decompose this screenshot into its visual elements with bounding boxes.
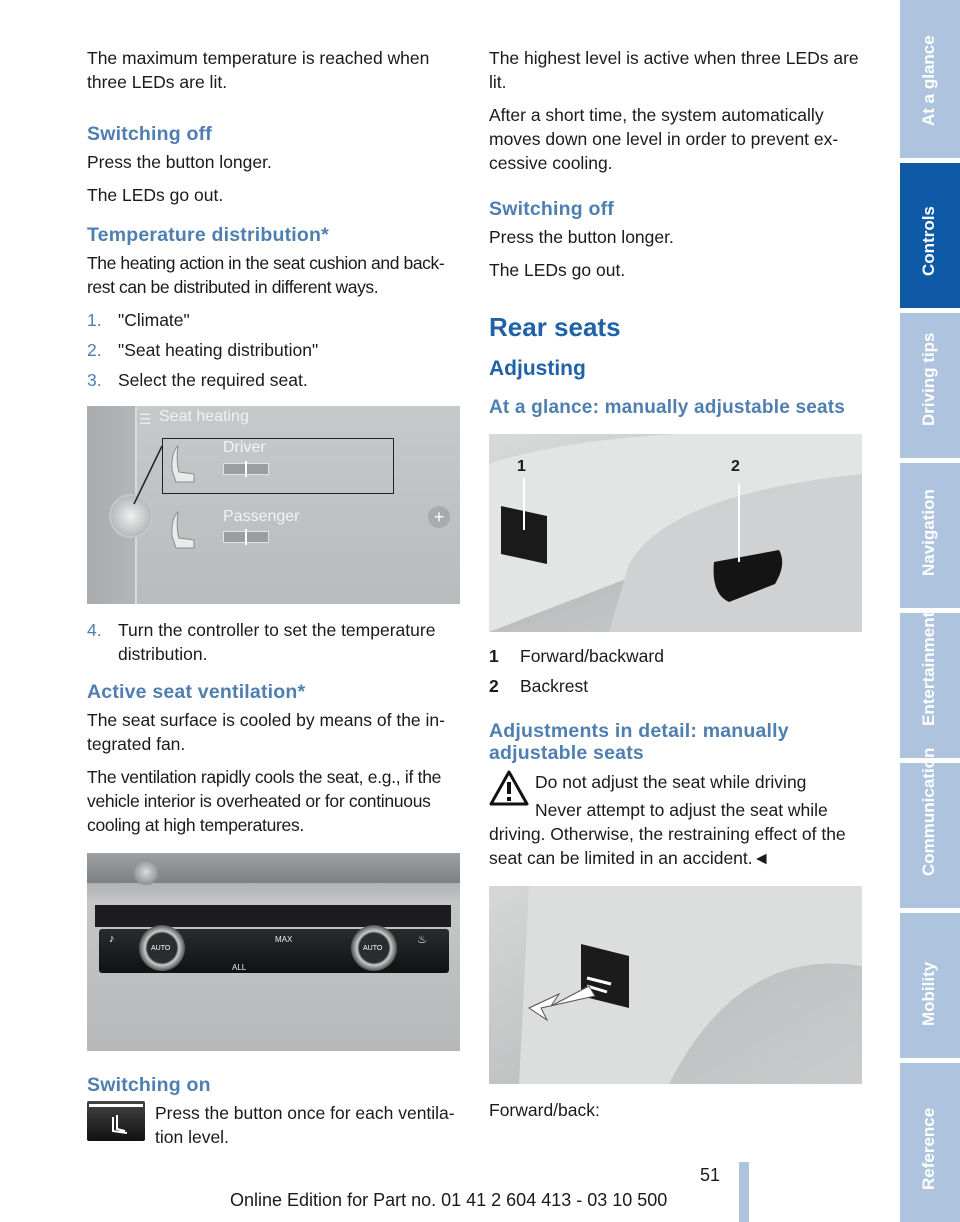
list-item: 3. Select the required seat. (87, 370, 308, 390)
switch-on-row (87, 1101, 460, 1149)
max-label: MAX (275, 935, 293, 944)
tab-communication[interactable]: Communication (900, 763, 960, 908)
list-item: 1. "Climate" (87, 310, 190, 330)
warning-block (489, 770, 862, 822)
climate-panel-figure (87, 853, 460, 1051)
callout-2: 2 (731, 458, 740, 475)
seat-ventilation-icon[interactable]: ♪ (109, 933, 115, 945)
list-item: 4. Turn the controller to set the temperature distribution. (87, 620, 436, 664)
tab-reference[interactable]: Reference (900, 1063, 960, 1222)
ventilation-button-icon (87, 1101, 145, 1141)
plus-icon[interactable]: + (428, 506, 450, 528)
temp-distribution-heading: Temperature distribution* (87, 224, 329, 246)
menu-icon: ☰ (139, 411, 152, 427)
callout-1: 1 (517, 458, 526, 475)
press-longer-text: Press the button longer. (87, 152, 272, 172)
seat-ventilation-heading: Active seat ventilation* (87, 681, 306, 703)
rear-seats-heading: Rear seats (489, 312, 621, 342)
footer-text: Online Edition for Part no. 01 41 2 604 413 - 03 10 500 (230, 1190, 668, 1210)
chapter-tabs (900, 0, 960, 1222)
footer-accent-bar (739, 1162, 749, 1222)
switching-on-heading: Switching on (87, 1074, 211, 1096)
warning-text-1: Never attempt to adjust the seat while (535, 800, 828, 820)
right-column (489, 46, 862, 1131)
ventilation-text-1: The seat surface is cooled by means of the in-tegrated fan. (87, 710, 445, 754)
passenger-distribution-slider[interactable] (223, 531, 269, 543)
switching-off-heading-right: Switching off (489, 198, 614, 220)
left-column (87, 46, 460, 1149)
seat-heating-screen-figure (87, 406, 460, 604)
page-number: 51 (700, 1165, 721, 1185)
press-longer-text-right: Press the button longer. (489, 227, 674, 247)
driver-label: Driver (223, 439, 266, 456)
forward-back-text: Forward/back: (489, 1100, 600, 1120)
steps-list (87, 308, 460, 392)
temp-distribution-text: The heating action in the seat cushion and back-rest can be distributed in different ways. (87, 253, 445, 297)
tab-driving-tips[interactable]: Driving tips (900, 313, 960, 458)
tab-entertainment[interactable]: Entertainment (900, 613, 960, 758)
warning-title: Do not adjust the seat while driving (535, 772, 807, 792)
adjustments-detail-heading: Adjustments in detail: manually adjustable seats (489, 720, 789, 764)
highest-level-text: The highest level is active when three LEDs are lit. (489, 48, 859, 92)
tab-navigation[interactable]: Navigation (900, 463, 960, 608)
switch-on-text: Press the button once for each ventila-tion level. (155, 1103, 455, 1147)
leds-out-text-right: The LEDs go out. (489, 260, 626, 280)
auto-label-right: AUTO (363, 945, 383, 952)
legend-item: 1 Forward/backward (489, 646, 664, 666)
at-a-glance-heading: At a glance: manually adjustable seats (489, 397, 846, 418)
adjusting-heading: Adjusting (489, 357, 586, 380)
auto-label-left: AUTO (151, 945, 171, 952)
tab-at-a-glance[interactable]: At a glance (900, 0, 960, 158)
max-temp-text: The maximum temperature is reached when three LEDs are lit. (87, 48, 430, 92)
volume-knob[interactable] (133, 859, 159, 885)
after-short-time-text: After a short time, the system automatically moves down one level in order to prevent ex-cessive cooling. (489, 105, 839, 173)
all-label: ALL (232, 963, 247, 972)
tab-controls[interactable]: Controls (900, 163, 960, 308)
passenger-label: Passenger (223, 508, 300, 525)
screen-title: Seat heating (159, 408, 249, 425)
seat-heating-icon[interactable]: ♨ (417, 934, 427, 946)
warning-text-2: driving. Otherwise, the restraining effect of the seat can be limited in an accident.◄ (489, 824, 846, 868)
callout-line (87, 406, 207, 604)
legend-item: 2 Backrest (489, 676, 589, 696)
forward-back-lever-figure (489, 886, 862, 1084)
driver-distribution-slider[interactable] (223, 463, 269, 475)
ventilation-text-2: The ventilation rapidly cools the seat, e.g., if the vehicle interior is overheated or for continuous cooling at high temperatures. (87, 767, 442, 835)
leds-out-text: The LEDs go out. (87, 185, 224, 205)
switching-off-heading: Switching off (87, 123, 212, 145)
list-item: 2. "Seat heating distribution" (87, 340, 319, 360)
rear-seat-controls-figure (489, 434, 862, 632)
warning-icon (489, 770, 535, 808)
tab-mobility[interactable]: Mobility (900, 913, 960, 1058)
